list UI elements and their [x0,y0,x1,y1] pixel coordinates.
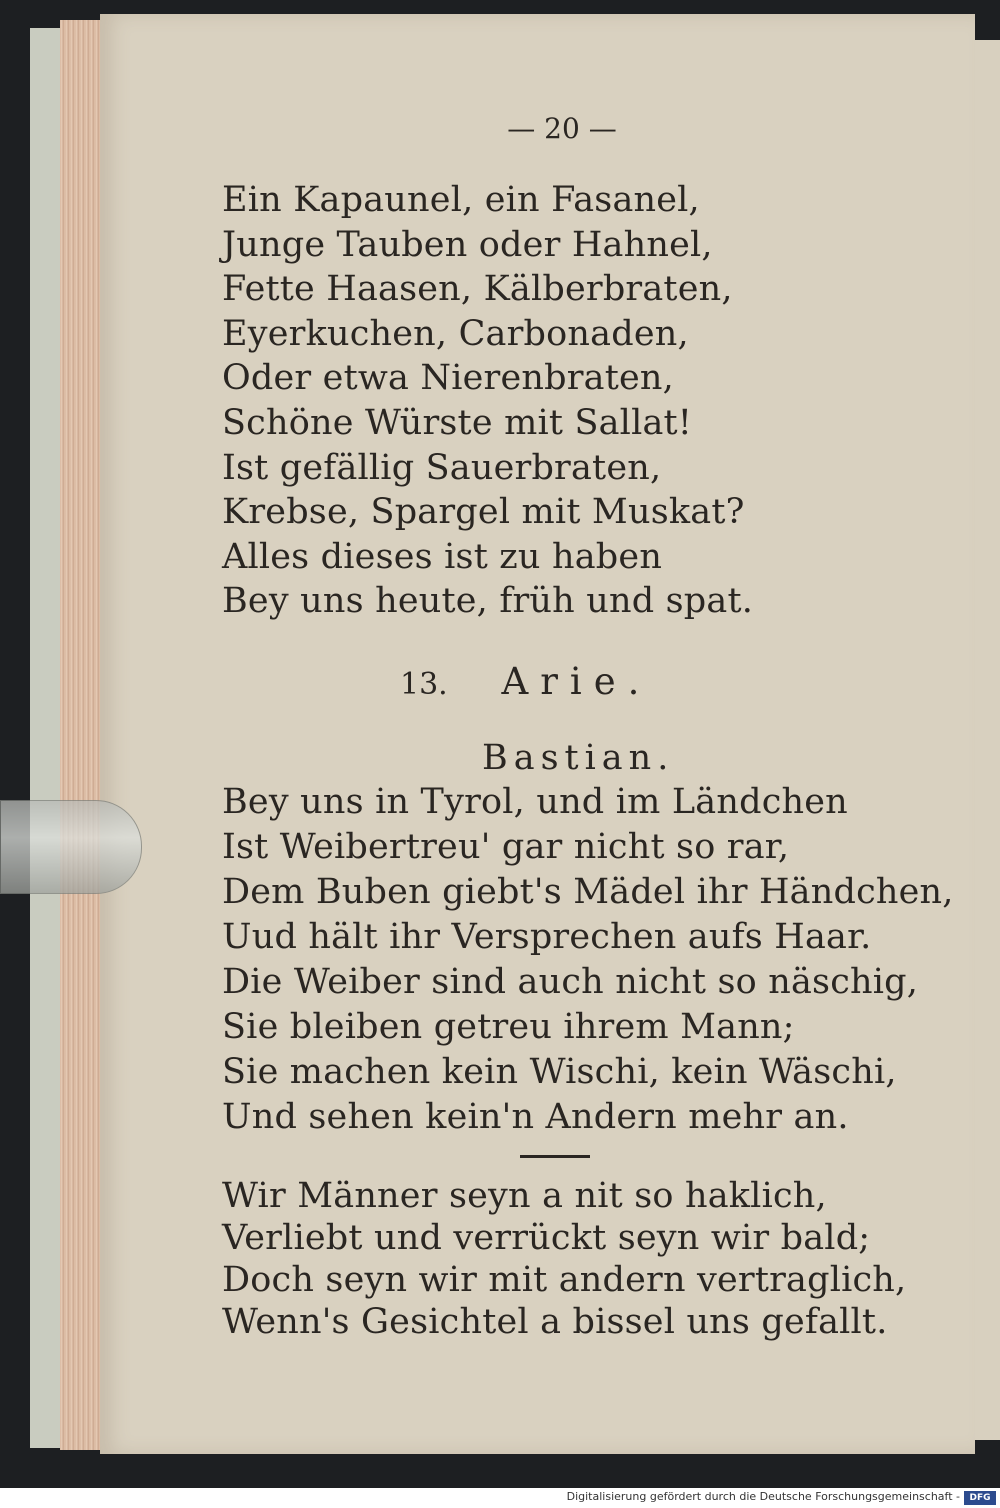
dfg-logo-icon[interactable]: DFG [964,1491,996,1505]
section-heading [400,660,760,703]
stanza-1 [222,178,942,624]
verse-line: Ist gefällig Sauerbraten, [222,447,662,488]
funding-credit: Digitalisierung gefördert durch die Deutsche Forschungsgemeinschaft - [566,1490,960,1503]
verse-line: Krebse, Spargel mit Muskat? [222,492,745,533]
verse-line: Dem Buben giebt's Mädel ihr Händchen, [222,872,954,912]
verse-line: Oder etwa Nierenbraten, [222,358,674,399]
speaker-name: Bastian. [482,738,675,778]
stanza-3 [222,1175,942,1343]
verse-line: Ist Weibertreu' gar nicht so rar, [222,827,790,867]
verse-line: Und sehen kein'n Andern mehr an. [222,1097,849,1137]
verse-line: Ein Kapaunel, ein Fasanel, [222,180,700,220]
verse-line: Alles dieses ist zu haben [222,536,663,577]
verse-line: Wenn's Gesichtel a bissel uns gefallt. [222,1302,888,1342]
page-number: — 20 — [507,112,617,145]
stanza-2 [222,780,954,1140]
verse-line: Bey uns heute, früh und spat. [222,581,754,622]
verse-line: Doch seyn wir mit andern vertraglich, [222,1260,907,1300]
verse-line: Die Weiber sind auch nicht so näschig, [222,962,919,1002]
verse-line: Sie machen kein Wischi, kein Wäschi, [222,1052,897,1092]
section-number: 13. [400,667,448,702]
verse-line: Wir Männer seyn a nit so haklich, [222,1176,827,1216]
verse-line: Sie bleiben getreu ihrem Mann; [222,1007,795,1047]
page-clip [0,800,142,894]
verse-line: Junge Tauben oder Hahnel, [222,224,713,265]
verse-line: Eyerkuchen, Carbonaden, [222,313,689,354]
verse-line: Verliebt und verrückt seyn wir bald; [222,1218,871,1258]
verse-line: Uud hält ihr Versprechen aufs Haar. [222,917,872,957]
verse-line: Bey uns in Tyrol, und im Ländchen [222,782,848,822]
section-title: Arie. [501,660,652,703]
footer-bar [0,1488,1000,1508]
section-divider [520,1155,590,1158]
verse-line: Schöne Würste mit Sallat! [222,402,693,443]
verse-line: Fette Haasen, Kälberbraten, [222,269,733,310]
